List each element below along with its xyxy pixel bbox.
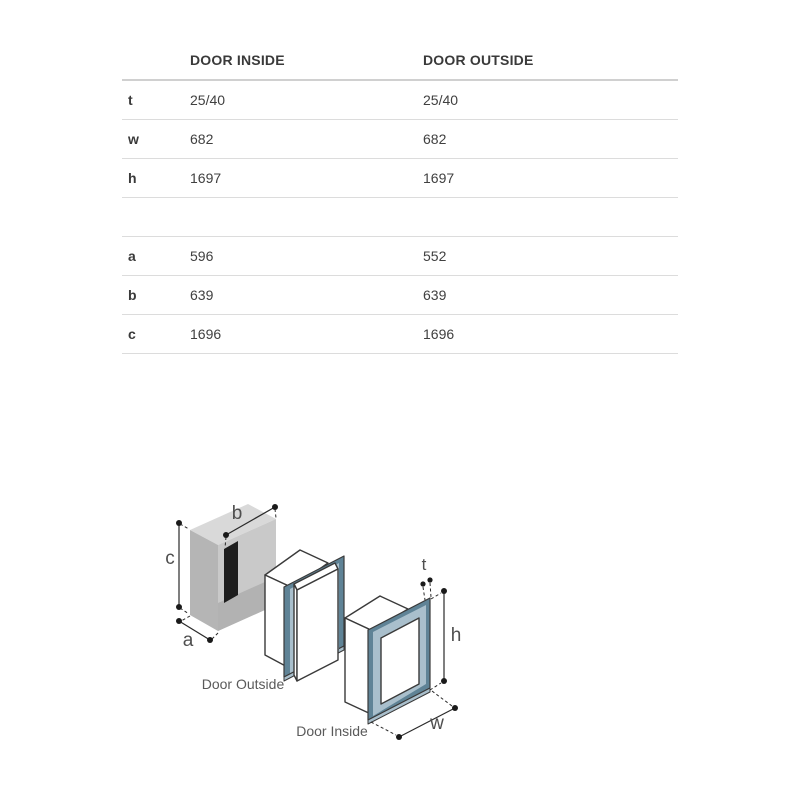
dim-w-line [399,708,455,737]
dim-endpoint-dot [176,520,182,526]
dim-h-label: h [450,625,462,646]
dim-endpoint-dot [441,588,447,594]
dim-c-label: c [165,548,175,569]
cell-w-outside: 682 [423,120,678,159]
cell-t-outside: 25/40 [423,80,678,120]
table-spacer-row [122,198,678,237]
dim-endpoint-dot [396,734,402,740]
cell-empty-inside [190,198,423,237]
cell-t-inside: 25/40 [190,80,423,120]
dim-endpoint-dot [207,637,213,643]
door-inside-caption: Door Inside [296,723,368,739]
cell-c-outside: 1696 [423,315,678,354]
row-label-c: c [122,315,190,354]
row-label-h: h [122,159,190,198]
dim-a-label: a [182,630,194,651]
dim-extension-line [430,593,441,690]
dim-endpoint-dot [176,604,182,610]
dim-endpoint-dot [427,577,432,582]
cell-h-inside: 1697 [190,159,423,198]
dim-w-label: w [430,713,444,734]
table-row [122,80,678,120]
dim-t-label: t [421,555,427,574]
installation-diagram [150,450,480,750]
cell-b-outside: 639 [423,276,678,315]
cell-empty-outside [423,198,678,237]
dim-endpoint-dot [441,678,447,684]
cell-a-inside: 596 [190,237,423,276]
row-label-b: b [122,276,190,315]
cell-a-outside: 552 [423,237,678,276]
cell-w-inside: 682 [190,120,423,159]
row-label-a: a [122,237,190,276]
dim-endpoint-dot [223,532,229,538]
col-header-door-outside: DOOR OUTSIDE [423,40,678,80]
table-row [122,276,678,315]
row-label-t: t [122,80,190,120]
dim-endpoint-dot [452,705,458,711]
dim-h [430,588,461,690]
table-row [122,237,678,276]
table-row [122,120,678,159]
dim-c [165,520,189,614]
col-header-door-inside: DOOR INSIDE [190,40,423,80]
door-outside-caption: Door Outside [201,676,285,692]
dim-endpoint-dot [272,504,278,510]
table-row [122,315,678,354]
cell-c-inside: 1696 [190,315,423,354]
dim-endpoint-dot [420,581,425,586]
row-label-empty [122,198,190,237]
dim-t [420,555,432,600]
dim-b-label: b [231,503,243,524]
row-label-w: w [122,120,190,159]
cell-h-outside: 1697 [423,159,678,198]
corner-header-cell [122,40,190,80]
dim-endpoint-dot [176,618,182,624]
niche-opening [224,541,238,603]
dim-extension-line [180,524,189,614]
door-dimensions-table [122,40,678,354]
niche-front-face [190,530,218,631]
cell-b-inside: 639 [190,276,423,315]
table-row [122,159,678,198]
table-header-row [122,40,678,80]
